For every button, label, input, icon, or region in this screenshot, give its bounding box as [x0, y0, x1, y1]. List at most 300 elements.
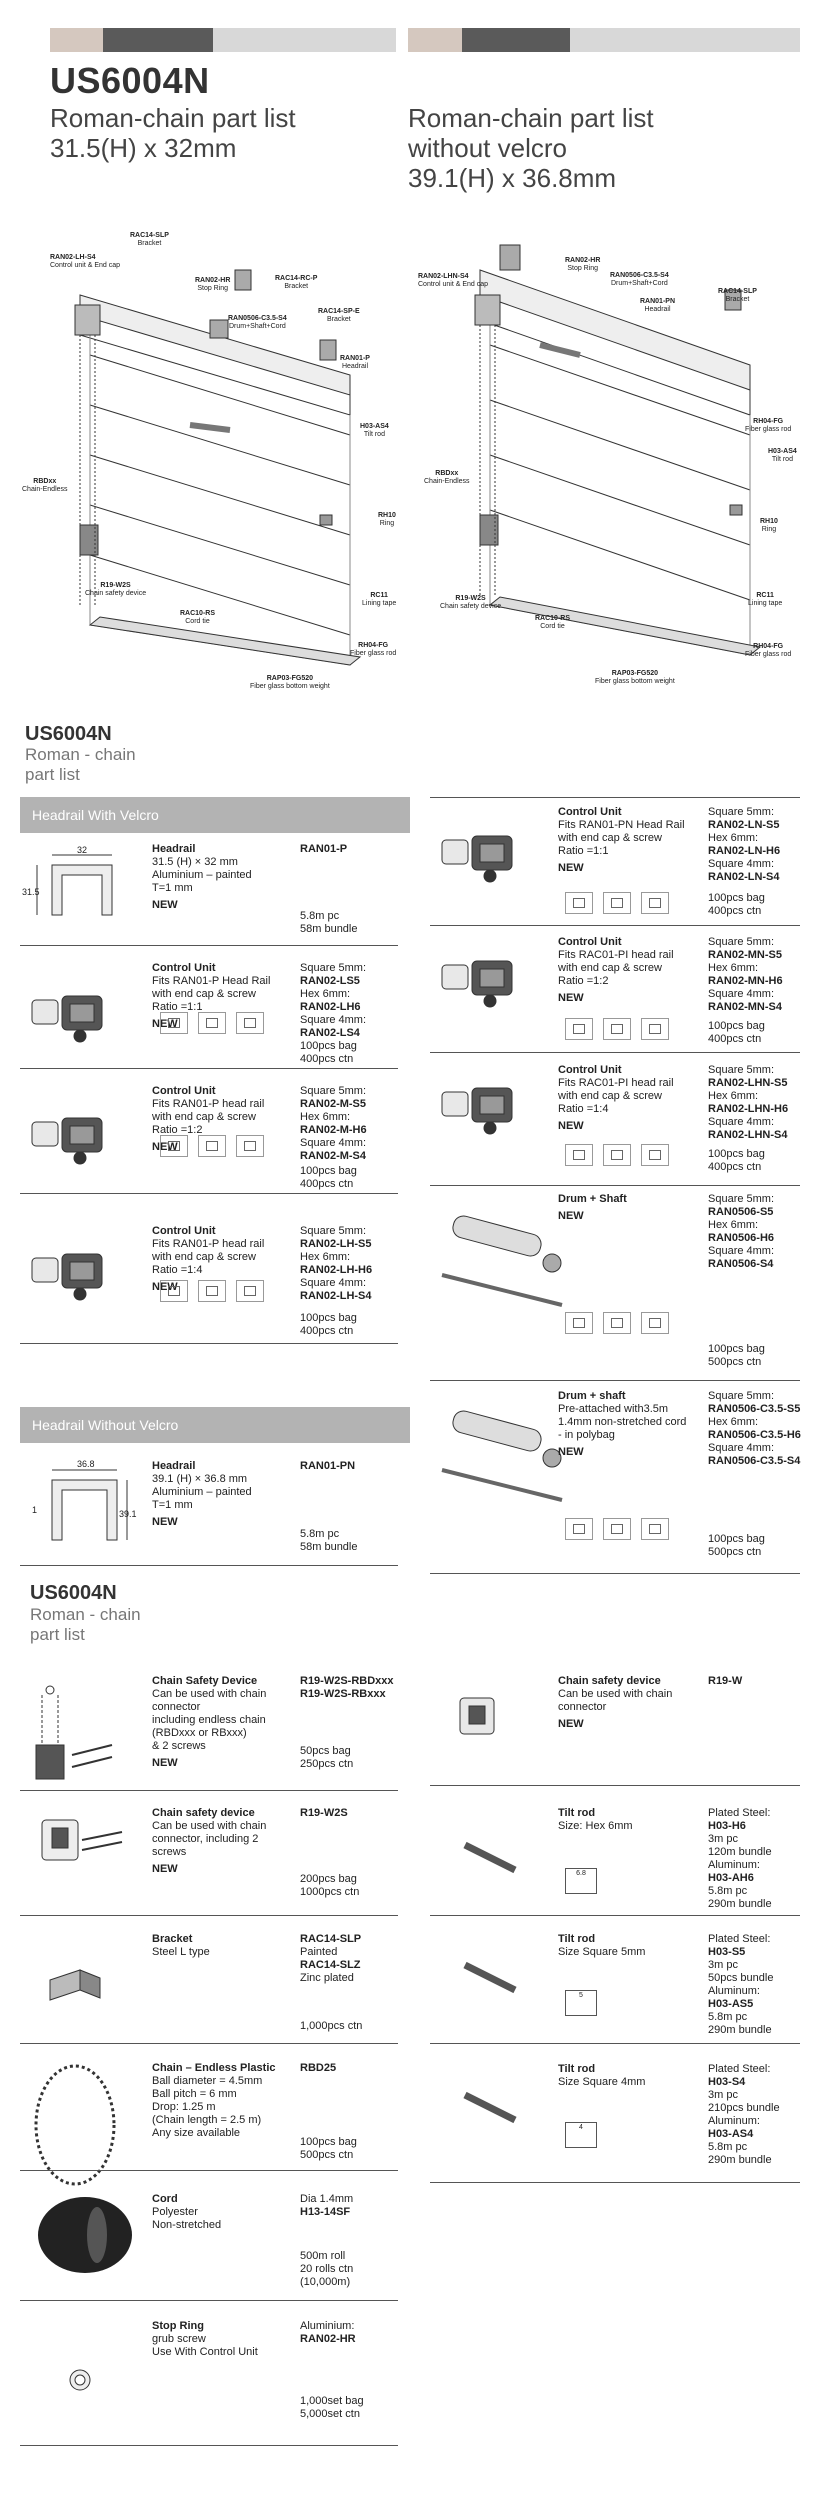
separator-line [20, 1790, 398, 1791]
section1-sub1: Roman - chain [25, 745, 136, 764]
label-right-ran0506: RAN0506-C3.5-S4 Drum+Shaft+Cord [610, 272, 669, 287]
chain-endless-line: Drop: 1.25 m [152, 2101, 216, 2113]
right-title-line3: 39.1(H) x 36.8mm [408, 163, 617, 193]
control-unit-ls-pack-line: 100pcs bag [300, 1040, 357, 1052]
bracket-desc [152, 1933, 302, 1959]
tilt-rod-s5-code: 5.8m pc [708, 2011, 748, 2023]
chain-endless-codes [300, 2062, 410, 2075]
drum-shaft-code: Hex 6mm: [708, 1219, 759, 1231]
stop-ring-line: grub screw [152, 2333, 206, 2345]
control-unit-ln-codes [708, 806, 818, 884]
control-unit-lh-line: with end cap & screw [152, 1251, 256, 1263]
chain-endless-line: Any size available [152, 2127, 241, 2139]
chain-safety-w2s-new-badge: NEW [152, 1863, 178, 1875]
chain-endless-desc [152, 2062, 302, 2140]
control-unit-m-views-thumb [198, 1135, 226, 1157]
bracket-line: Steel L type [152, 1946, 210, 1958]
tilt-rod-s4-code: 3m pc [708, 2089, 738, 2101]
label-left-rc11: RC11 Lining tape [362, 592, 397, 607]
control-unit-lhn-code: Hex 6mm: [708, 1090, 759, 1102]
headrail-p-profile-image [22, 845, 132, 935]
control-unit-lh-new-badge: NEW [152, 1281, 178, 1293]
tilt-rod-h6-code: 120m bundle [708, 1846, 772, 1858]
chain-safety-rbd-code: R19-W2S-RBDxxx [300, 1675, 394, 1687]
cord-code: H13-14SF [300, 2206, 351, 2218]
headrail-pn-line: T=1 mm [152, 1499, 193, 1511]
drum-shaft-pack-line: 500pcs ctn [708, 1356, 762, 1368]
label-right-rh04-fg-top: RH04-FG Fiber glass rod [745, 418, 792, 433]
headrail-pn-desc [152, 1460, 302, 1529]
label-left-ran0506: RAN0506-C3.5-S4 Drum+Shaft+Cord [228, 315, 287, 330]
stop-ring-pack-line: 5,000set ctn [300, 2408, 360, 2420]
chain-safety-rbd-codes [300, 1675, 410, 1701]
drum-shaft-cord-code: Square 5mm: [708, 1390, 775, 1402]
tilt-rod-s4-name: Tilt rod [558, 2063, 596, 2075]
cord-desc [152, 2193, 302, 2232]
stop-ring-line: Use With Control Unit [152, 2346, 258, 2358]
tilt-rod-s5-code: H03-S5 [708, 1946, 746, 1958]
control-unit-lh-pack-line: 400pcs ctn [300, 1325, 354, 1337]
cord-name: Cord [152, 2193, 178, 2205]
tilt-rod-s5-code: H03-AS5 [708, 1998, 754, 2010]
control-unit-mn-views-thumb [603, 1018, 631, 1040]
chain-safety-rbd-pack [300, 1745, 410, 1771]
tilt-rod-h6-code: Aluminum: [708, 1859, 760, 1871]
control-unit-lhn-pack [708, 1148, 818, 1174]
headrail-p-desc [152, 843, 302, 912]
bracket-image [40, 1950, 110, 2010]
drum-shaft-cord-code: Square 4mm: [708, 1442, 775, 1454]
control-unit-ln-pack [708, 892, 818, 918]
stop-ring-code: Aluminium: [300, 2320, 355, 2332]
tilt-rod-h6-codes [708, 1807, 818, 1911]
tilt-rod-h6-image [455, 1835, 525, 1885]
bracket-code: Zinc plated [300, 1972, 354, 1984]
chain-safety-w2s-pack-line: 1000pcs ctn [300, 1886, 360, 1898]
control-unit-m-views-thumb [160, 1135, 188, 1157]
control-unit-m-new-badge: NEW [152, 1141, 178, 1153]
label-left-rac14-slp: RAC14-SLP Bracket [130, 232, 169, 247]
label-left-rbdxx: RBDxx Chain-Endless [22, 478, 68, 493]
control-unit-ls-views-thumb [160, 1012, 188, 1034]
label-right-ran02-hr: RAN02-HR Stop Ring [565, 257, 601, 272]
control-unit-lhn-line: Fits RAC01-PI head rail [558, 1077, 674, 1089]
stop-ring-code: RAN02-HR [300, 2333, 356, 2345]
tilt-rod-s4-code: 210pcs bundle [708, 2102, 780, 2114]
control-unit-m-pack-line: 400pcs ctn [300, 1178, 354, 1190]
separator-line [20, 1915, 398, 1916]
chain-safety-rbd-line: & 2 screws [152, 1740, 206, 1752]
control-unit-lh-codes [300, 1225, 410, 1303]
chain-safety-w-desc [558, 1675, 708, 1731]
label-right-r19-w2s: R19-W2S Chain safety device [440, 595, 502, 610]
headrail-p-line: T=1 mm [152, 882, 193, 894]
control-unit-ls-line: Ratio =1:1 [152, 1001, 203, 1013]
drum-shaft-pack-line: 100pcs bag [708, 1343, 765, 1355]
headrail-p-name: Headrail [152, 843, 196, 855]
chain-safety-rbd-new-badge: NEW [152, 1757, 178, 1769]
chain-safety-w2s-pack-line: 200pcs bag [300, 1873, 357, 1885]
separator-line [20, 1565, 398, 1566]
separator-line [20, 2043, 398, 2044]
chain-endless-pack-line: 100pcs bag [300, 2136, 357, 2148]
control-unit-mn-pack-line: 100pcs bag [708, 1020, 765, 1032]
tilt-rod-h6-code: 3m pc [708, 1833, 738, 1845]
tilt-rod-s5-code: 290m bundle [708, 2024, 772, 2036]
control-unit-m-views [160, 1135, 264, 1157]
cord-code: Dia 1.4mm [300, 2193, 354, 2205]
chain-safety-rbd-line: (RBDxxx or RBxxx) [152, 1727, 247, 1739]
label-right-rac10-rs: RAC10-RS Cord tie [535, 615, 571, 630]
control-unit-ln-code: RAN02-LN-H6 [708, 845, 781, 857]
chain-safety-w-code: R19-W [708, 1675, 743, 1687]
separator-line [430, 1052, 800, 1053]
drum-shaft-cord-line: - in polybag [558, 1429, 615, 1441]
tilt-rod-h6-code: 290m bundle [708, 1898, 772, 1910]
control-unit-mn-code: RAN02-MN-S5 [708, 949, 782, 961]
drum-shaft-codes [708, 1193, 818, 1271]
drum-shaft-cord-line: 1.4mm non-stretched cord [558, 1416, 687, 1428]
tilt-rod-s5-line: Size Square 5mm [558, 1946, 646, 1958]
chain-safety-w-codes [708, 1675, 818, 1688]
chain-endless-line: Ball pitch = 6 mm [152, 2088, 237, 2100]
control-unit-ln-code: Square 4mm: [708, 858, 775, 870]
control-unit-ln-code: Hex 6mm: [708, 832, 759, 844]
bracket-pack [300, 2020, 410, 2033]
headrail-p-codes [300, 843, 410, 856]
control-unit-lh-line: Ratio =1:4 [152, 1264, 203, 1276]
headrail-pn-pack-line: 5.8m pc [300, 1528, 340, 1540]
drum-shaft-cord-codes [708, 1390, 818, 1468]
control-unit-lhn-code: Square 4mm: [708, 1116, 775, 1128]
tilt-rod-s4-image [455, 2085, 525, 2135]
control-unit-ls-line: Fits RAN01-P Head Rail [152, 975, 271, 987]
control-unit-lhn-desc [558, 1064, 708, 1133]
stop-ring-pack [300, 2395, 410, 2421]
control-unit-mn-code: RAN02-MN-S4 [708, 1001, 782, 1013]
headrail-pn-code: RAN01-PN [300, 1460, 356, 1472]
chain-endless-line: (Chain length = 2.5 m) [152, 2114, 262, 2126]
control-unit-lh-name: Control Unit [152, 1225, 216, 1237]
headrail-p-pack [300, 910, 410, 936]
chain-safety-rbd-line: including endless chain [152, 1714, 266, 1726]
control-unit-ln-image [432, 830, 542, 890]
control-unit-lh-pack [300, 1312, 410, 1338]
label-left-rh04-fg: RH04-FG Fiber glass rod [350, 642, 397, 657]
headrail-pn-line: Aluminium – painted [152, 1486, 252, 1498]
control-unit-mn-code: Square 5mm: [708, 936, 775, 948]
bracket-name: Bracket [152, 1933, 193, 1945]
assembly-diagram-left [20, 225, 400, 700]
separator-line [20, 2300, 398, 2301]
section1-sub2: part list [25, 765, 80, 784]
drum-shaft-desc [558, 1193, 708, 1223]
label-right-h03-as4: H03-AS4 Tilt rod [768, 448, 797, 463]
control-unit-mn-code: Hex 6mm: [708, 962, 759, 974]
control-unit-lhn-code: Square 5mm: [708, 1064, 775, 1076]
headrail-pn-new-badge: NEW [152, 1516, 178, 1528]
drum-shaft-views-thumb [565, 1312, 593, 1334]
drum-shaft-new-badge: NEW [558, 1210, 584, 1222]
section1-title: US6004N [25, 723, 112, 745]
tilt-rod-s4-line: Size Square 4mm [558, 2076, 646, 2088]
chain-safety-w2s-image [22, 1810, 132, 1880]
tilt-rod-s5-code: 50pcs bundle [708, 1972, 774, 1984]
dim-p-width: 32 [77, 845, 88, 855]
chain-safety-rbd-image [22, 1675, 132, 1790]
separator-line [430, 1380, 800, 1381]
tilt-rod-h6-desc [558, 1807, 708, 1833]
label-right-ran02-lhn-s4: RAN02-LHN-S4 Control unit & End cap [418, 273, 489, 288]
control-unit-m-code: RAN02-M-S4 [300, 1150, 367, 1162]
section2-title: US6004N [30, 1582, 117, 1604]
control-unit-lhn-pack-line: 100pcs bag [708, 1148, 765, 1160]
headrail-pn-line: 39.1 (H) × 36.8 mm [152, 1473, 248, 1485]
drum-shaft-code: RAN0506-S4 [708, 1258, 774, 1270]
control-unit-ls-views-thumb [236, 1012, 264, 1034]
control-unit-ln-line: with end cap & screw [558, 832, 662, 844]
control-unit-lh-code: RAN02-LH-H6 [300, 1264, 373, 1276]
stop-ring-desc [152, 2320, 302, 2359]
cord-pack [300, 2250, 410, 2289]
chain-safety-rbd-pack-line: 250pcs ctn [300, 1758, 354, 1770]
bracket-code: RAC14-SLZ [300, 1959, 361, 1971]
control-unit-m-codes [300, 1085, 410, 1163]
control-unit-ln-new-badge: NEW [558, 862, 584, 874]
control-unit-ls-image [22, 990, 132, 1050]
drum-shaft-cord-code: RAN0506-C3.5-H6 [708, 1429, 801, 1441]
chain-safety-w2s-line: screws [152, 1846, 187, 1858]
label-right-rac14-slp: RAC14-SLP Bracket [718, 288, 757, 303]
drum-shaft-cord-views-thumb [603, 1518, 631, 1540]
label-right-rc11: RC11 Lining tape [748, 592, 783, 607]
tilt-rod-s4-code: H03-S4 [708, 2076, 746, 2088]
control-unit-ln-line: Fits RAN01-PN Head Rail [558, 819, 685, 831]
chain-safety-w2s-code: R19-W2S [300, 1807, 348, 1819]
tilt-rod-h6-code: H03-AH6 [708, 1872, 754, 1884]
headrail-pn-pack-line: 58m bundle [300, 1541, 358, 1553]
control-unit-ls-new-badge: NEW [152, 1018, 178, 1030]
bracket-codes [300, 1933, 410, 1985]
drum-shaft-cord-views-thumb [641, 1518, 669, 1540]
drum-shaft-cord-views-thumb [565, 1518, 593, 1540]
drum-shaft-cord-line: Pre-attached with3.5m [558, 1403, 669, 1415]
control-unit-ln-pack-line: 400pcs ctn [708, 905, 762, 917]
headrail-p-pack-line: 58m bundle [300, 923, 358, 935]
drum-shaft-image [432, 1215, 572, 1325]
separator-line [430, 1573, 800, 1574]
control-unit-ln-views-thumb [603, 892, 631, 914]
tilt-rod-s4-code: H03-AS4 [708, 2128, 754, 2140]
headrail-pn-pack [300, 1528, 410, 1554]
headrail-p-line: Aluminium – painted [152, 869, 252, 881]
stop-ring-image [60, 2360, 100, 2400]
control-unit-mn-pack-line: 400pcs ctn [708, 1033, 762, 1045]
control-unit-ls-code: RAN02-LS5 [300, 975, 360, 987]
dim-pn-height: 39.1 [119, 1509, 137, 1519]
separator-line [430, 2043, 800, 2044]
tilt-rod-s4-code: 5.8m pc [708, 2141, 748, 2153]
drum-shaft-code: Square 4mm: [708, 1245, 775, 1257]
drum-shaft-cord-desc [558, 1390, 708, 1459]
chain-endless-code: RBD25 [300, 2062, 337, 2074]
left-title-line2: 31.5(H) x 32mm [50, 133, 237, 163]
chain-safety-w2s-desc [152, 1807, 302, 1876]
chain-safety-rbd-desc [152, 1675, 302, 1770]
control-unit-lh-pack-line: 100pcs bag [300, 1312, 357, 1324]
control-unit-m-pack [300, 1165, 410, 1191]
control-unit-ln-views-thumb [641, 892, 669, 914]
control-unit-m-line: Fits RAN01-P head rail [152, 1098, 265, 1110]
control-unit-mn-pack [708, 1020, 818, 1046]
drum-shaft-cord-code: RAN0506-C3.5-S5 [708, 1403, 801, 1415]
band-headrail-without-velcro: Headrail Without Velcro [20, 1407, 410, 1443]
control-unit-ln-views-thumb [565, 892, 593, 914]
bracket-code: Painted [300, 1946, 338, 1958]
chain-safety-w2s-codes [300, 1807, 410, 1820]
drum-shaft-views [565, 1312, 669, 1334]
drum-shaft-code: Square 5mm: [708, 1193, 775, 1205]
cord-line: Non-stretched [152, 2219, 222, 2231]
tilt-rod-s4-desc [558, 2063, 708, 2089]
label-left-rac10-rs: RAC10-RS Cord tie [180, 610, 216, 625]
control-unit-m-code: Square 4mm: [300, 1137, 367, 1149]
control-unit-mn-new-badge: NEW [558, 992, 584, 1004]
control-unit-lhn-views [565, 1144, 669, 1166]
control-unit-lh-code: Square 5mm: [300, 1225, 367, 1237]
tilt-rod-h6-code: 5.8m pc [708, 1885, 748, 1897]
chain-safety-w-name: Chain safety device [558, 1675, 661, 1687]
model-title: US6004N [50, 60, 210, 101]
control-unit-m-code: Hex 6mm: [300, 1111, 351, 1123]
control-unit-ln-code: RAN02-LN-S4 [708, 871, 780, 883]
control-unit-mn-code: RAN02-MN-H6 [708, 975, 783, 987]
tilt-rod-s5-code: Aluminum: [708, 1985, 760, 1997]
control-unit-ls-codes [300, 962, 410, 1040]
right-title-line1: Roman-chain part list [408, 103, 654, 133]
cord-codes [300, 2193, 410, 2219]
drum-shaft-pack [708, 1343, 818, 1369]
label-left-r19-w2s: R19-W2S Chain safety device [85, 582, 147, 597]
separator-line [20, 1193, 398, 1194]
band-headrail-with-velcro: Headrail With Velcro [20, 797, 410, 833]
control-unit-lhn-line: with end cap & screw [558, 1090, 662, 1102]
dim-pn-small: 1 [32, 1505, 38, 1515]
separator-line [20, 2170, 398, 2171]
control-unit-mn-name: Control Unit [558, 936, 622, 948]
control-unit-ls-code: Square 5mm: [300, 962, 367, 974]
drum-shaft-views-thumb [641, 1312, 669, 1334]
drum-shaft-cord-pack-line: 500pcs ctn [708, 1546, 762, 1558]
tilt-rod-s5-code: Plated Steel: [708, 1933, 771, 1945]
separator-line [20, 945, 398, 946]
control-unit-lh-views-thumb [160, 1280, 188, 1302]
control-unit-ls-line: with end cap & screw [152, 988, 256, 1000]
divider [430, 797, 800, 798]
cord-pack-line: 20 rolls ctn [300, 2263, 354, 2275]
drum-shaft-cord-views [565, 1518, 669, 1540]
chain-safety-w-line: connector [558, 1701, 607, 1713]
control-unit-ls-views [160, 1012, 264, 1034]
label-right-ran01-pn: RAN01-PN Headrail [640, 298, 676, 313]
drum-shaft-cord-pack-line: 100pcs bag [708, 1533, 765, 1545]
control-unit-ln-code: Square 5mm: [708, 806, 775, 818]
stop-ring-pack-line: 1,000set bag [300, 2395, 364, 2407]
control-unit-lhn-code: RAN02-LHN-S5 [708, 1077, 788, 1089]
cord-pack-line: 500m roll [300, 2250, 346, 2262]
control-unit-lhn-views-thumb [603, 1144, 631, 1166]
drum-shaft-views-thumb [603, 1312, 631, 1334]
control-unit-m-code: RAN02-M-H6 [300, 1124, 367, 1136]
tilt-rod-h6-name: Tilt rod [558, 1807, 596, 1819]
control-unit-ls-code: RAN02-LH6 [300, 1001, 361, 1013]
control-unit-lh-image [22, 1248, 132, 1308]
control-unit-mn-views [565, 1018, 669, 1040]
headrail-pn-codes [300, 1460, 410, 1473]
control-unit-lh-views-thumb [236, 1280, 264, 1302]
control-unit-ls-code: Square 4mm: [300, 1014, 367, 1026]
bracket-pack-line: 1,000pcs ctn [300, 2020, 363, 2032]
control-unit-ln-code: RAN02-LN-S5 [708, 819, 780, 831]
headrail-pn-name: Headrail [152, 1460, 196, 1472]
drum-shaft-name: Drum + Shaft [558, 1193, 627, 1205]
control-unit-m-name: Control Unit [152, 1085, 216, 1097]
chain-safety-rbd-pack-line: 50pcs bag [300, 1745, 351, 1757]
stop-ring-codes [300, 2320, 410, 2346]
label-left-ran02-hr: RAN02-HR Stop Ring [195, 277, 231, 292]
control-unit-m-line: with end cap & screw [152, 1111, 256, 1123]
control-unit-lhn-image [432, 1082, 542, 1142]
label-right-rap03: RAP03-FG520 Fiber glass bottom weight [595, 670, 675, 685]
control-unit-mn-line: with end cap & screw [558, 962, 662, 974]
control-unit-lh-code: Square 4mm: [300, 1277, 367, 1289]
tilt-rod-s5-name: Tilt rod [558, 1933, 596, 1945]
tilt-rod-s5-desc [558, 1933, 708, 1959]
tilt-rod-s4-code: Aluminum: [708, 2115, 760, 2127]
tilt-rod-s5-image [455, 1955, 525, 2005]
control-unit-lhn-line: Ratio =1:4 [558, 1103, 609, 1115]
control-unit-ln-name: Control Unit [558, 806, 622, 818]
control-unit-lh-code: RAN02-LH-S5 [300, 1238, 372, 1250]
headrail-p-code: RAN01-P [300, 843, 348, 855]
label-left-rap03: RAP03-FG520 Fiber glass bottom weight [250, 675, 330, 690]
separator-line [20, 2445, 398, 2446]
chain-endless-pack [300, 2136, 410, 2162]
drum-shaft-cord-code: RAN0506-C3.5-S4 [708, 1455, 801, 1467]
control-unit-lh-code: Hex 6mm: [300, 1251, 351, 1263]
label-left-rac14-sp-e: RAC14-SP-E Bracket [318, 308, 360, 323]
control-unit-lh-views [160, 1280, 264, 1302]
drum-shaft-code: RAN0506-S5 [708, 1206, 774, 1218]
chain-safety-rbd-line: connector [152, 1701, 201, 1713]
control-unit-m-code: RAN02-M-S5 [300, 1098, 367, 1110]
drum-shaft-cord-code: Hex 6mm: [708, 1416, 759, 1428]
control-unit-lh-line: Fits RAN01-P head rail [152, 1238, 265, 1250]
label-left-rh10: RH10 Ring [378, 512, 396, 527]
control-unit-mn-codes [708, 936, 818, 1014]
control-unit-mn-line: Ratio =1:2 [558, 975, 609, 987]
control-unit-lhn-codes [708, 1064, 818, 1142]
separator-line [430, 925, 800, 926]
control-unit-mn-views-thumb [641, 1018, 669, 1040]
drum-shaft-code: RAN0506-H6 [708, 1232, 775, 1244]
chain-safety-rbd-line: Can be used with chain [152, 1688, 267, 1700]
chain-endless-line: Ball diameter = 4.5mm [152, 2075, 263, 2087]
control-unit-ls-pack-line: 400pcs ctn [300, 1053, 354, 1065]
dim-p-height: 31.5 [22, 887, 40, 897]
control-unit-m-code: Square 5mm: [300, 1085, 367, 1097]
label-right-rh10: RH10 Ring [760, 518, 778, 533]
